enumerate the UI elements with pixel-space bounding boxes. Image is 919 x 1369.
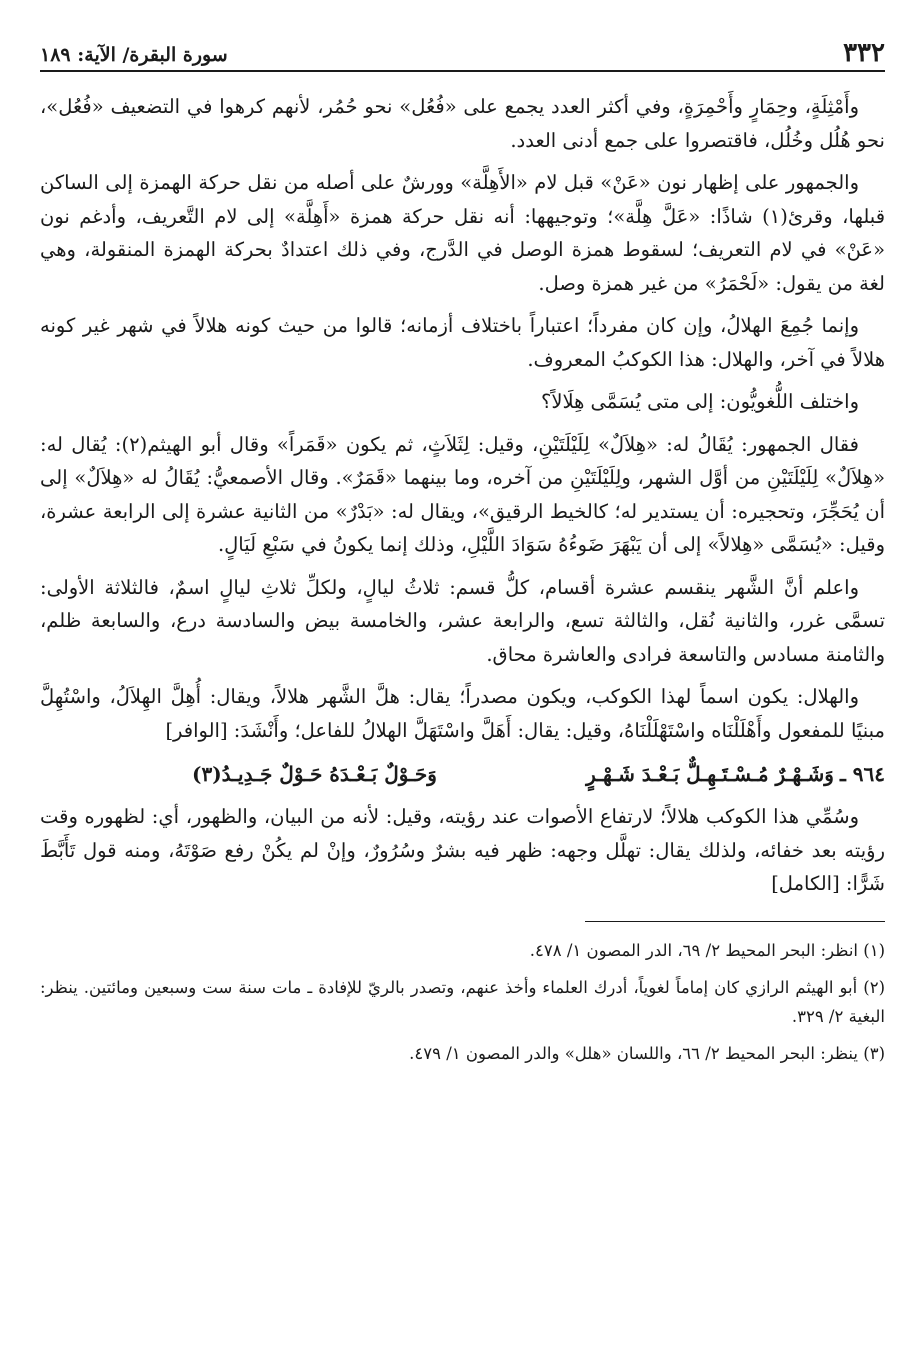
verse-number: ٩٦٤ ـ: [839, 762, 885, 786]
poetry-verse: [40, 756, 885, 792]
paragraph: وإنما جُمِعَ الهلالُ، وإن كان مفرداً؛ اعتباراً باختلاف أزمانه؛ قالوا من حيث كونه هلالاً في شهر غير كونه هلالاً في آخر، والهلال: هذا الكوكبُ المعروف.: [40, 314, 885, 371]
footnotes: [40, 936, 885, 1068]
verse-hemistich-second: وَحَـوْلٌ بَـعْـدَهُ حَـوْلٌ جَـدِيـدُ(٣): [192, 762, 437, 786]
paragraph: واعلم أنَّ الشَّهر ينقسم عشرة أقسام، كلُّ قسم: ثلاثُ ليالٍ، ولكلِّ ثلاثِ ليالٍ اسمٌ، فالثلاثة الأولى: تسمَّى غرر، والثانية نُقل، والثالثة تسع، والرابعة عشر، والخامسة بيض والسادسة درع، والسابعة ظلم، والثامنة مسادس والتاسعة فرادى والعاشرة محاق.: [40, 575, 885, 666]
paragraph: فقال الجمهور: يُقَالُ له: «هِلاَلٌ» لِلَيْلَتَيْنِ، وقيل: لِثَلاَثٍ، ثم يكون «قَمَراً» وقال أبو الهيثم(٢): يُقال له: «هِلاَلٌ» لِلَيْلَتَيْنِ من أوَّل الشهر، ولِلَيْلَتَيْنِ من آخره، وما بينهما «قَمَرٌ». وقال الأصمعيُّ: يُقَالُ له «هِلاَلٌ» إلى أن يُحَجِّرَ، وتحجيره: أن يستدير له؛ كالخيط الرقيق»، ويقال له: «بَدْرٌ» من الثانية عشرة إلى الرابعة عشرة، وقيل: «يُسَمَّى «هِلالاً» إلى أن يَبْهَرَ ضَوءُهُ سَوَادَ اللَّيْلِ، وذلك إنما يكونُ في سَبْعِ لَيَالٍ.: [40, 432, 885, 556]
paragraph: وأَمْثِلَةٍ، وحِمَارٍ وأَحْمِرَةٍ، وفي أكثر العدد يجمع على «فُعُل» نحو حُمُر، لأنهم كرهوا في التضعيف «فُعُل»، نحو هُلُل وخُلُل، فاقتصروا على جمع أدنى العدد.: [40, 95, 885, 152]
paragraph: وسُمِّي هذا الكوكب هلالاً؛ لارتفاع الأصوات عند رؤيته، وقيل: لأنه من البيان، والظهور، أي: لظهوره وقت رؤيته بعد خفائه، ولذلك يقال: تهلَّل وجهه: ظهر فيه بشرٌ وسُرُورٌ، وإنْ لم يكُنْ رفع صَوْتَهُ، ومنه قول تَأَبَّطَ شَرًّا: [الكامل]: [40, 805, 885, 895]
footnote: (٣) ينظر: البحر المحيط ٢/ ٦٦، واللسان «هلل» والدر المصون ١/ ٤٧٩.: [409, 1043, 885, 1063]
footnote: (٢) أبو الهيثم الرازي كان إماماً لغوياً، أدرك العلماء وأخذ عنهم، وتصدر بالريّ للإفادة ـ مات سنة ست وسبعين ومائتين. ينظر: البغية ٢/ ٣٢٩.: [40, 977, 885, 1026]
page-header: [40, 30, 885, 72]
footnote: (١) انظر: البحر المحيط ٢/ ٦٩، الدر المصون ١/ ٤٧٨.: [529, 940, 885, 960]
footnote-separator: [585, 921, 885, 922]
paragraph: واختلف اللُّغويُّون: إلى متى يُسَمَّى هِلَالاً؟: [540, 390, 859, 413]
book-page: [40, 30, 885, 1350]
paragraph: والجمهور على إظهار نون «عَنْ» قبل لام «الأَهِلَّة» وورشٌ على أصله من نقل حركة الهمزة إلى الساكن قبلها، وقرئ(١) شاذًا: «عَلَّ هِلَّة»؛ وتوجيهها: أنه نقل حركة همزة «أَهِلَّة» إلى لام التَّعريف، وأدغم نون «عَنْ» في لام التعريف؛ لسقوط همزة الوصل في الدَّرج، وفي ذلك اعتدادٌ بحركة الهمزة المنقولة، وهي لغة من يقول: «لَحْمَرُ» من غير همزة وصل.: [40, 171, 886, 295]
page-number: ٣٣٢: [843, 38, 885, 68]
paragraph: والهلال: يكون اسماً لهذا الكوكب، ويكون مصدراً؛ يقال: هلَّ الشَّهر هلالاً، ويقال: أُهِلَّ الهِلاَلُ، واسْتُهِلَّ مبنيًا للمفعول وأَهْلَلْنَاه واسْتَهْلَلْنَاهُ، وقيل: يقال: أَهَلَّ واسْتَهَلَّ الهلالُ للفاعل؛ وأَنْشَدَ: [الوافر]: [40, 685, 885, 742]
main-text: [40, 90, 885, 901]
running-title: سورة البقرة/ الآية: ١٨٩: [40, 44, 228, 66]
verse-hemistich-first: وَشَـهْـرٌ مُـسْـتَـهِـلٌّ بَـعْـدَ شَـهْـرٍ: [586, 762, 834, 786]
